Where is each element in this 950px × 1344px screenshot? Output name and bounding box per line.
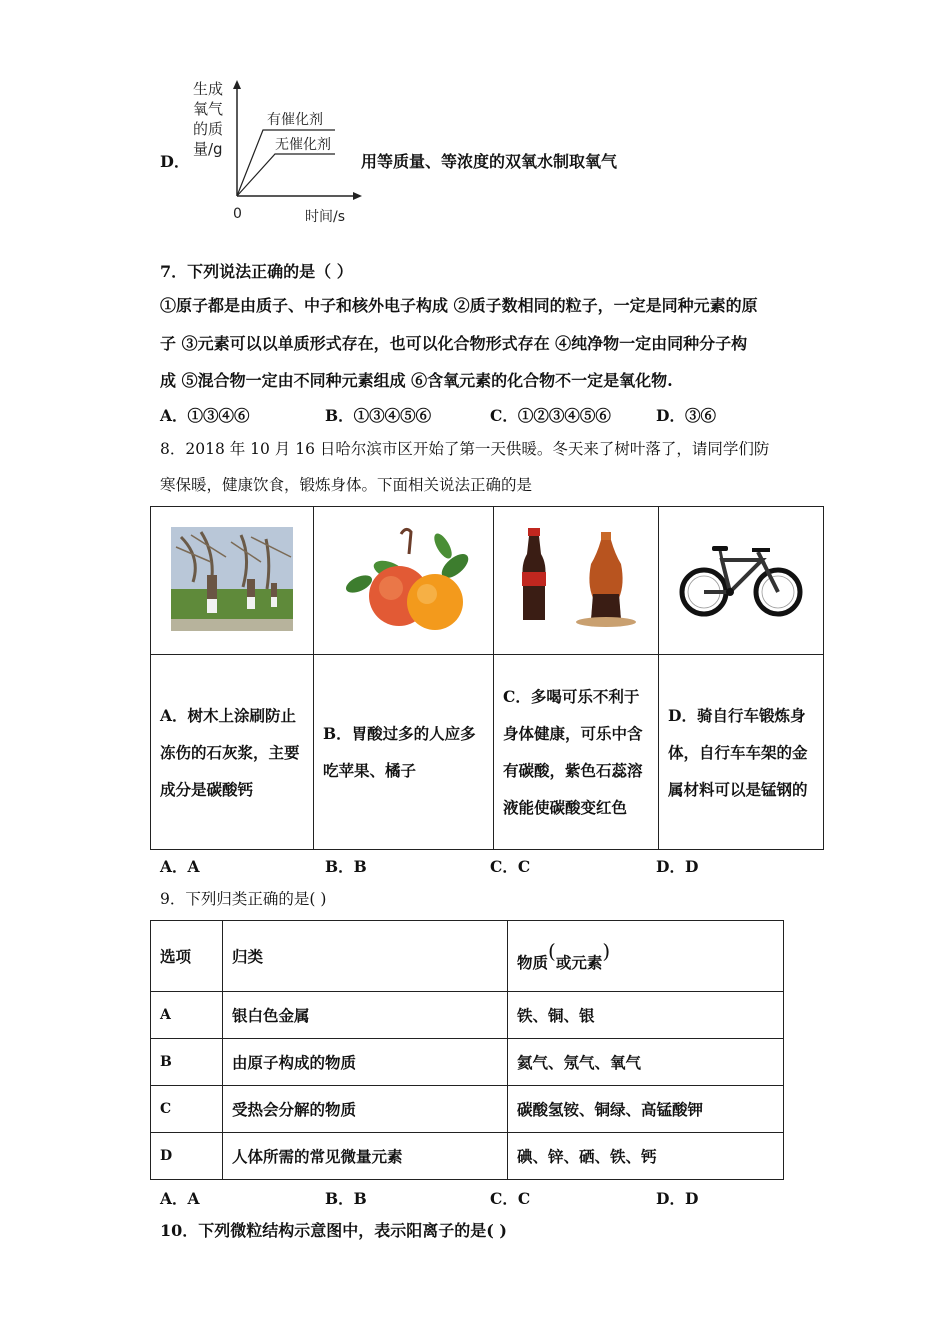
q9-option-b[interactable]: B．B xyxy=(325,1189,367,1208)
q8-option-d-text: D．骑自行车锻炼身体，自行车车架的金属材料可以是锰钢的 xyxy=(668,705,808,799)
graph-ylabel-3: 的质 xyxy=(193,120,224,138)
q8-option-c[interactable]: C．C xyxy=(490,857,531,876)
q9-header-element-text: 或元素 xyxy=(555,953,603,972)
q7-option-d[interactable]: D．③⑥ xyxy=(656,406,716,425)
q9-header-category: 归类 xyxy=(223,921,508,992)
q8-option-d-cell[interactable] xyxy=(659,655,824,850)
painted-trees-image xyxy=(171,527,293,631)
q9-table xyxy=(150,920,784,1180)
q8-option-b[interactable]: B．B xyxy=(325,857,367,876)
graph-ylabel-2: 氧气 xyxy=(193,100,224,118)
q8-image-cell-d xyxy=(659,507,824,655)
q8-option-c-text: C．多喝可乐不利于身体健康，可乐中含有碳酸，紫色石蕊溶液能使碳酸变红色 xyxy=(503,687,643,817)
graph-label-no-catalyst: 无催化剂 xyxy=(275,137,331,153)
q7-option-b[interactable]: B．①③④⑤⑥ xyxy=(325,406,432,425)
q8-option-c-cell[interactable] xyxy=(494,655,659,850)
q9-row-d-items: 碘、锌、硒、铁、钙 xyxy=(508,1133,784,1180)
q9-row-c-category: 受热会分解的物质 xyxy=(223,1086,508,1133)
q8-stem-line-2: 寒保暖，健康饮食，锻炼身体。下面相关说法正确的是 xyxy=(160,476,533,494)
q9-row-d-option: D xyxy=(151,1133,223,1180)
q8-option-d[interactable]: D．D xyxy=(656,857,699,876)
q8-table xyxy=(150,506,824,850)
graph-ylabel-4: 量/g xyxy=(193,140,223,158)
q9-row-b-category: 由原子构成的物质 xyxy=(223,1039,508,1086)
q7-line-3: 成 ⑤混合物一定由不同种元素组成 ⑥含氧元素的化合物不一定是氧化物. xyxy=(160,371,673,390)
q9-row-d-category: 人体所需的常见微量元素 xyxy=(223,1133,508,1180)
q8-option-b-text: B．胃酸过多的人应多吃苹果、橘子 xyxy=(323,724,476,780)
q9-row-a-category: 银白色金属 xyxy=(223,992,508,1039)
apple-orange-image xyxy=(331,524,477,634)
q8-image-cell-a xyxy=(151,507,314,655)
q7-option-c[interactable]: C．①②③④⑤⑥ xyxy=(490,406,611,425)
q9-stem: 9．下列归类正确的是( ) xyxy=(160,890,327,908)
catalyst-oxygen-graph xyxy=(185,78,370,228)
graph-origin: 0 xyxy=(233,206,242,222)
q8-image-cell-c xyxy=(494,507,659,655)
q9-option-c[interactable]: C．C xyxy=(490,1189,531,1208)
q9-row-a-items: 铁、铜、银 xyxy=(508,992,784,1039)
q9-header-substance: 物质(或元素) xyxy=(508,921,784,992)
q8-image-cell-b xyxy=(314,507,494,655)
graph-x-arrow xyxy=(353,192,362,200)
q7-option-a[interactable]: A．①③④⑥ xyxy=(160,406,250,425)
bicycle-image xyxy=(678,534,804,624)
q8-option-a-cell[interactable] xyxy=(151,655,314,850)
q9-header-substance-text: 物质 xyxy=(517,953,549,972)
q8-option-a-text: A．树木上涂刷防止冻伤的石灰浆，主要成分是碳酸钙 xyxy=(160,705,300,799)
q9-option-a[interactable]: A．A xyxy=(160,1189,200,1208)
q7-line-1: ①原子都是由质子、中子和核外电子构成 ②质子数相同的粒子，一定是同种元素的原 xyxy=(160,296,758,315)
q7-stem: 7．下列说法正确的是（ ） xyxy=(160,262,353,281)
q9-header-option: 选项 xyxy=(151,921,223,992)
q9-row-c-option: C xyxy=(151,1086,223,1133)
cola-bottle-image xyxy=(511,524,641,634)
q6-option-d-letter: D． xyxy=(160,152,190,171)
q8-stem-line-1: 8．2018 年 10 月 16 日哈尔滨市区开始了第一天供暖。冬天来了树叶落了，请同学们防 xyxy=(160,440,770,458)
q8-option-b-cell[interactable] xyxy=(314,655,494,850)
graph-y-arrow xyxy=(233,80,241,89)
graph-label-catalyst: 有催化剂 xyxy=(267,112,323,128)
q9-option-d[interactable]: D．D xyxy=(656,1189,699,1208)
q10-stem: 10．下列微粒结构示意图中，表示阳离子的是( ) xyxy=(160,1221,507,1240)
graph-xlabel: 时间/s xyxy=(305,209,346,225)
q6-option-d-description: 用等质量、等浓度的双氧水制取氧气 xyxy=(361,152,618,171)
graph-ylabel-1: 生成 xyxy=(193,80,224,98)
q7-line-2: 子 ③元素可以以单质形式存在，也可以化合物形式存在 ④纯净物一定由同种分子构 xyxy=(160,334,748,353)
q9-row-b-option: B xyxy=(151,1039,223,1086)
q9-row-c-items: 碳酸氢铵、铜绿、高锰酸钾 xyxy=(508,1086,784,1133)
q9-row-a-option: A xyxy=(151,992,223,1039)
q8-option-a[interactable]: A．A xyxy=(160,857,200,876)
q9-row-b-items: 氦气、氖气、氧气 xyxy=(508,1039,784,1086)
